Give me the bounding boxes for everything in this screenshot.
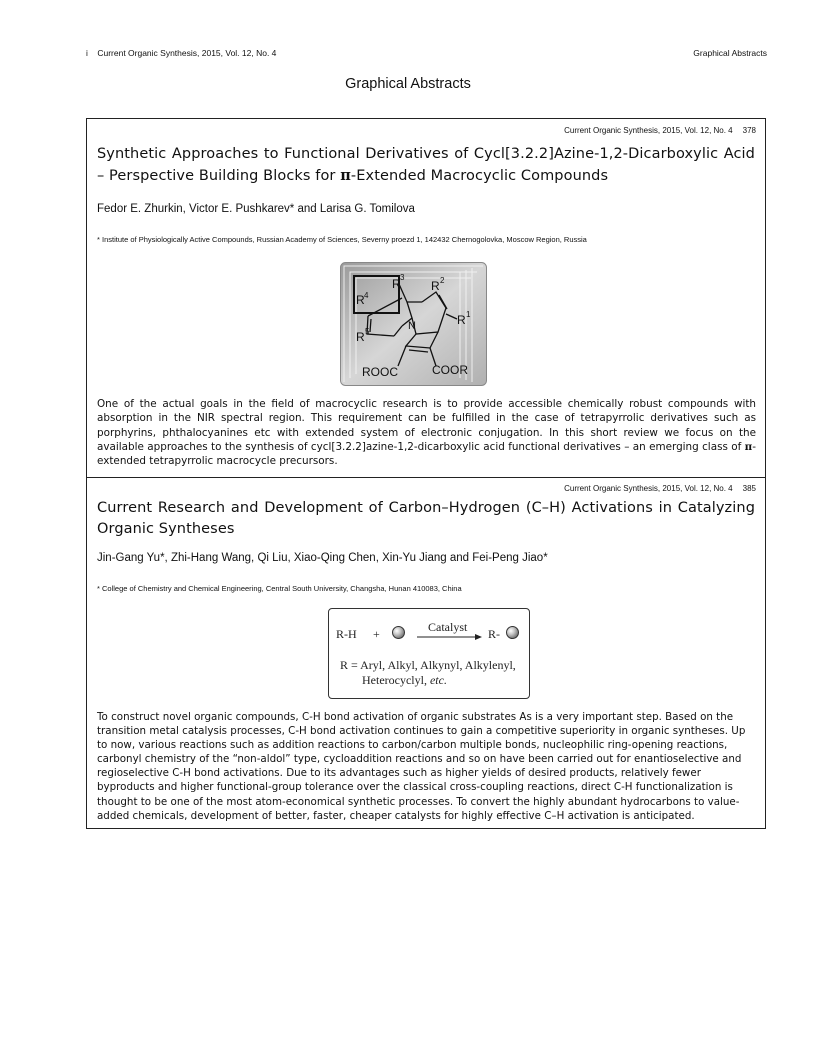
running-header-journal: i Current Organic Synthesis, 2015, Vol. 12, No. 4	[86, 48, 277, 58]
nitrogen-atom: N	[408, 320, 416, 332]
substituent-r1: R	[457, 313, 466, 327]
substituent-r4-index: 4	[364, 291, 369, 300]
citation	[564, 484, 756, 493]
r-definition-etc: etc.	[429, 673, 447, 687]
reactant-label: R-H	[336, 627, 357, 641]
r-definition-heterocyclyl: Heterocyclyl,	[362, 673, 430, 687]
article-title[interactable]: Current Research and Development of Carbon–Hydrogen (C–H) Activations in Catalyzing Organic Syntheses	[97, 500, 755, 537]
reaction-arrow	[417, 633, 483, 641]
citation-page: 385	[742, 484, 756, 493]
citation	[564, 126, 756, 135]
citation-journal: Current Organic Synthesis, 2015, Vol. 12, No. 4	[564, 484, 733, 493]
abstract-text: To construct novel organic compounds, C-H bond activation of organic substrates As is a very important step. Based on the transition metal catalysis processes, C-H bond activation continues to gain a competitive superiority in organic syntheses. Up to now, various reactions such as addition reactions to carbon/carbon multiple bonds, nucleophilic ring-opening reactions, carbonyl chemistry of the “non-aldol” type, cycloaddition reactions and so on have been carried out for enantioselective and regioselective C-H bond activations. Due to its advantages such as higher yields of desired products, relatively fewer byproducts and higher functional-group tolerance over the classical cross-coupling reactions, direct C-H functionalization is thought to be one of the most atom-economical synthetic processes. To convert the highly abundant hydrocarbons to value-added chemicals, development of better, faster, cheaper catalysts for highly effective C–H activation is anticipated.	[97, 711, 746, 822]
ester-group-left: ROOC	[362, 365, 398, 379]
abstract-text	[97, 397, 756, 468]
pi-symbol: π	[340, 167, 351, 184]
product-sphere-icon	[506, 626, 519, 639]
r-definition-line2	[362, 673, 447, 688]
substituent-r4: R	[356, 293, 365, 307]
product-label: R-	[488, 627, 500, 641]
substituent-r2: R	[431, 279, 440, 293]
abstract-entry	[87, 119, 765, 478]
plus-sign: +	[373, 627, 380, 641]
ch-activation-scheme-graphic	[328, 608, 530, 699]
substituent-r2-index: 2	[440, 276, 445, 285]
authors: Jin-Gang Yu*, Zhi-Hang Wang, Qi Liu, Xiao-Qing Chen, Xin-Yu Jiang and Fei-Peng Jiao*	[97, 552, 548, 564]
substituent-r3: R	[392, 277, 401, 291]
catalyst-label: Catalyst	[428, 620, 468, 634]
r-definition-line1: R = Aryl, Alkyl, Alkynyl, Alkylenyl,	[340, 658, 516, 672]
running-header-section: Graphical Abstracts	[693, 48, 767, 58]
article-title-part1: Synthetic Approaches to Functional Derivatives of Cycl[3.2.2]Azine-1,2-Dicarboxylic Acid – Perspective Building Blocks for	[97, 146, 755, 184]
substituent-r3-index: 3	[400, 273, 405, 282]
ester-group-right: COOR	[432, 363, 468, 377]
article-title-part2: -Extended Macrocyclic Compounds	[350, 168, 609, 184]
affiliation: * College of Chemistry and Chemical Engineering, Central South University, Changsha, Hunan 410083, China	[97, 584, 462, 593]
reagent-sphere-icon	[392, 626, 405, 639]
citation-journal: Current Organic Synthesis, 2015, Vol. 12, No. 4	[564, 126, 733, 135]
affiliation: * Institute of Physiologically Active Compounds, Russian Academy of Sciences, Severny proezd 1, 142432 Chernogolovka, Moscow Region, Russia	[97, 235, 587, 244]
citation-page: 378	[742, 126, 756, 135]
cyclazine-structure-svg	[340, 262, 487, 386]
authors: Fedor E. Zhurkin, Victor E. Pushkarev* and Larisa G. Tomilova	[97, 203, 415, 215]
article-title[interactable]	[97, 144, 755, 187]
pi-symbol: π	[744, 440, 753, 453]
page-title: Graphical Abstracts	[345, 76, 471, 92]
substituent-r5-index: 5	[365, 327, 370, 336]
abstract-text-part1: One of the actual goals in the field of macrocyclic research is to provide accessible chemically robust compounds with absorption in the NIR spectral region. This requirement can be fulfilled in the case of tetrapyrrolic derivatives such as porphyrins, phthalocyanines etc with extended system of electronic conjugation. In this short review we focus on the available approaches to the synthesis of cycl[3.2.2]azine-1,2-dicarboxylic acid functional derivatives – an emerging class of	[97, 398, 756, 453]
abstract-entry	[87, 477, 765, 828]
cyclazine-structure-graphic	[340, 262, 487, 386]
substituent-r5: R	[356, 330, 365, 344]
substituent-r1-index: 1	[466, 310, 471, 319]
abstracts-box	[86, 118, 766, 829]
abstract-text-part2: -extended tetrapyrrolic macrocycle precursors.	[97, 440, 756, 468]
